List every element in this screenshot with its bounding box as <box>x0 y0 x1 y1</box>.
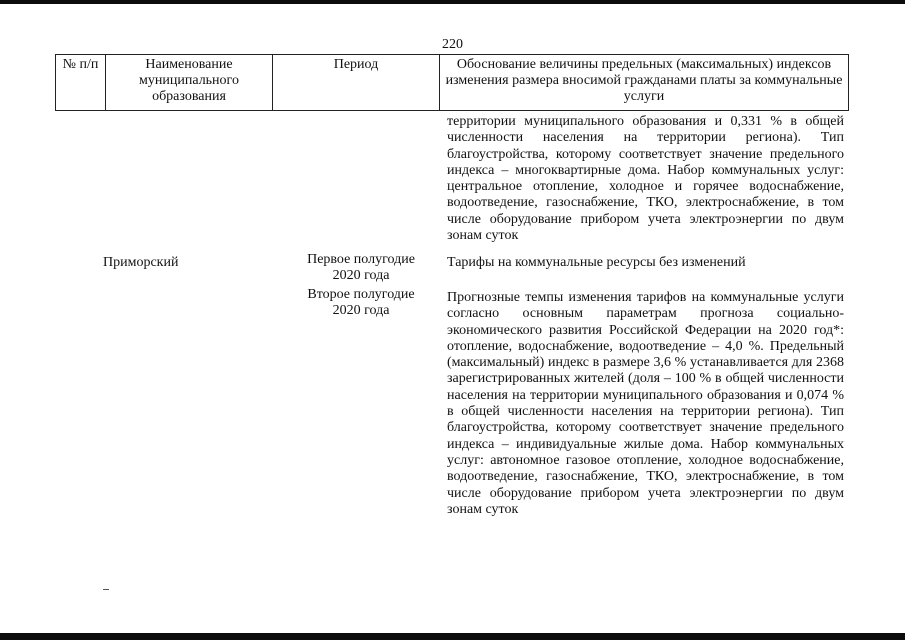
continuation-justification: территории муниципального образования и 0,331 % в общей численности населения на территории региона). Тип благоустройства, которому соответствует значение предельного индекса – многоквартирные дома. Набор коммунальных услуг: центральное отопление, холодное и горячее водоснабжение, водоотведение, газоснабжение, ТКО, электроснабжение, в том числе оборудование прибором учета электроэнергии по двум зонам суток <box>447 114 844 244</box>
justification-first-half: Тарифы на коммунальные ресурсы без изменений <box>447 255 746 270</box>
page-number: 220 <box>442 37 463 52</box>
header-period: Период <box>273 55 440 111</box>
header-number: № п/п <box>56 55 106 111</box>
scan-mark <box>103 589 109 590</box>
scan-edge-top <box>0 0 905 4</box>
table-header-row <box>56 55 849 111</box>
scan-edge-bottom <box>0 633 905 640</box>
period-second-half: Второе полугодие 2020 года <box>307 287 415 318</box>
table-header <box>55 54 849 111</box>
period-first-half: Первое полугодие 2020 года <box>307 252 415 283</box>
header-justification: Обоснование величины предельных (максимальных) индексов изменения размера вносимой гражданами платы за коммунальные услуги <box>440 55 849 111</box>
justification-second-half: Прогнозные темпы изменения тарифов на коммунальные услуги согласно основным параметрам прогноза социально-экономического развития Российской Федерации на 2020 год*: отопление, водоснабжение, водоотведение – 4,0 %. Предельный (максимальный) индекс в размере 3,6 % устанавливается для 2368 зарегистрированных жителей (доля – 100 % в общей численности населения на территории муниципального образования и 0,074 % в общей численности населения на территории региона). Тип благоустройства, которому соответствует значение предельного индекса – индивидуальные жилые дома. Набор коммунальных услуг: автономное газовое отопление, холодное водоснабжение, водоотведение, газоснабжение, ТКО, электроснабжение, в том числе оборудование прибором учета электроэнергии по двум зонам суток <box>447 290 844 517</box>
header-municipality: Наименование муниципального образования <box>106 55 273 111</box>
municipality-name: Приморский <box>103 255 179 270</box>
